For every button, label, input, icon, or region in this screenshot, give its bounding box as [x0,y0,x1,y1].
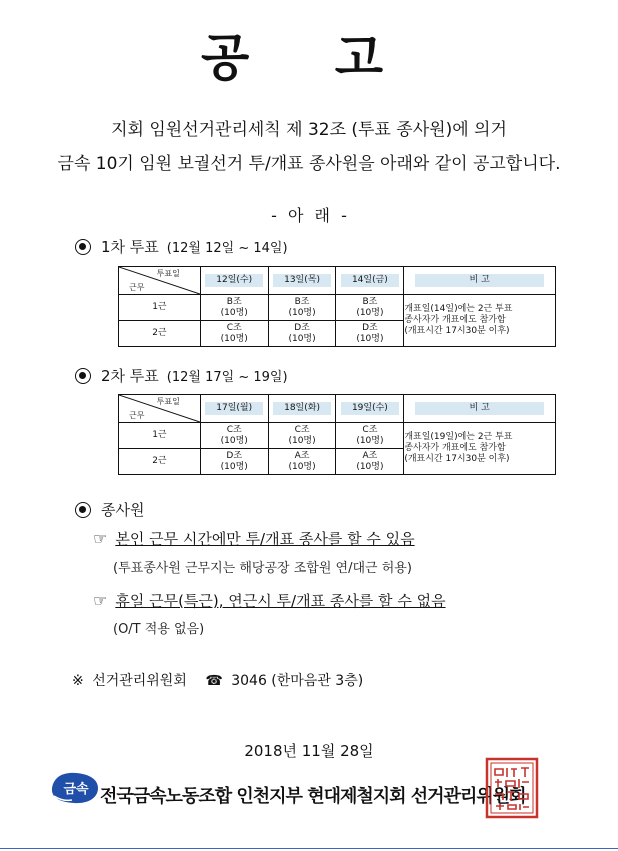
notice-date: 2018년 11월 28일 [244,742,374,760]
round1-table [118,266,556,347]
table-cell: C조 (10명) [200,423,268,449]
round2-table [118,394,556,475]
round2-heading [75,365,288,386]
round1-period: (12월 12일 ~ 14일) [166,241,288,256]
table-cell: C조 (10명) [200,321,268,347]
table-cell: A조 (10명) [336,449,404,475]
shift-label: 2근 [119,321,201,347]
bullet-icon [75,368,91,384]
organization-name: 전국금속노동조합 인천지부 현대제철지회 선거관리위원회 [100,786,526,807]
table-cell: B조 (10명) [200,295,268,321]
rule-text: 휴일 근무(특근), 연근시 투/개표 종사를 할 수 없음 [115,592,446,610]
contact-phone: 3046 (한마음관 3층) [231,673,364,689]
table-cell: D조 (10명) [268,321,336,347]
bullet-icon [75,502,91,518]
rule-item [93,528,415,549]
round2-label: 2차 투표 [101,367,159,385]
intro-line-1: 지회 임원선거관리세칙 제 32조 (투표 종사원)에 의거 [111,120,507,140]
telephone-icon: ☎ [205,673,223,689]
union-logo-icon [50,770,100,806]
table-cell: D조 (10명) [200,449,268,475]
table-cell: C조 (10명) [336,423,404,449]
corner-bottom-label: 근무 [129,411,145,420]
day-header: 17일(월) [200,395,268,423]
remarks-header: 비 고 [404,267,556,295]
shift-label: 2근 [119,449,201,475]
table-cell: A조 (10명) [268,449,336,475]
remarks-cell: 개표일(19일)에는 2근 투표 종사자가 개표에도 참가함 (개표시간 17시30분 이후) [404,423,556,475]
round1-label: 1차 투표 [101,238,159,256]
day-header: 13일(목) [268,267,336,295]
remarks-cell: 개표일(14일)에는 2근 투표 종사자가 개표에도 참가함 (개표시간 17시30분 이후) [404,295,556,347]
day-header: 14일(금) [336,267,404,295]
table-corner-cell [119,267,201,295]
day-header: 12일(수) [200,267,268,295]
union-logo [50,770,100,806]
rule-item [93,590,446,611]
svg-text:금속: 금속 [63,782,89,797]
table-cell: D조 (10명) [336,321,404,347]
table-corner-cell [119,395,201,423]
shift-label: 1근 [119,423,201,449]
rule-text: 본인 근무 시간에만 투/개표 종사를 할 수 있음 [115,530,415,548]
bottom-divider [0,848,618,849]
pointing-hand-icon: ☞ [93,529,108,548]
workers-heading [75,499,144,520]
reference-mark: ※ [72,673,84,689]
corner-bottom-label: 근무 [129,283,145,292]
seal-stamp-icon [485,757,539,819]
table-cell: B조 (10명) [268,295,336,321]
day-header: 18일(화) [268,395,336,423]
rule-note: (O/T 적용 없음) [113,622,205,637]
contact-name: 선거관리위원회 [92,673,187,689]
corner-top-label: 투표일 [156,269,180,278]
intro-line-2: 금속 10기 임원 보궐선거 투/개표 종사원을 아래와 같이 공고합니다. [57,154,561,174]
corner-top-label: 투표일 [156,397,180,406]
bullet-icon [75,239,91,255]
round2-period: (12월 17일 ~ 19일) [166,370,288,385]
table-cell: C조 (10명) [268,423,336,449]
official-seal [485,757,539,819]
rule-note: (투표종사원 근무지는 해당공장 조합원 연/대근 허용) [113,561,412,576]
day-header: 19일(수) [336,395,404,423]
section-marker: - 아 래 - [271,206,347,225]
remarks-header: 비 고 [404,395,556,423]
table-cell: B조 (10명) [336,295,404,321]
pointing-hand-icon: ☞ [93,591,108,610]
shift-label: 1근 [119,295,201,321]
contact-line [72,670,363,690]
round1-heading [75,236,288,257]
workers-label: 종사원 [101,501,145,519]
page-title: 공 고 [200,29,417,87]
